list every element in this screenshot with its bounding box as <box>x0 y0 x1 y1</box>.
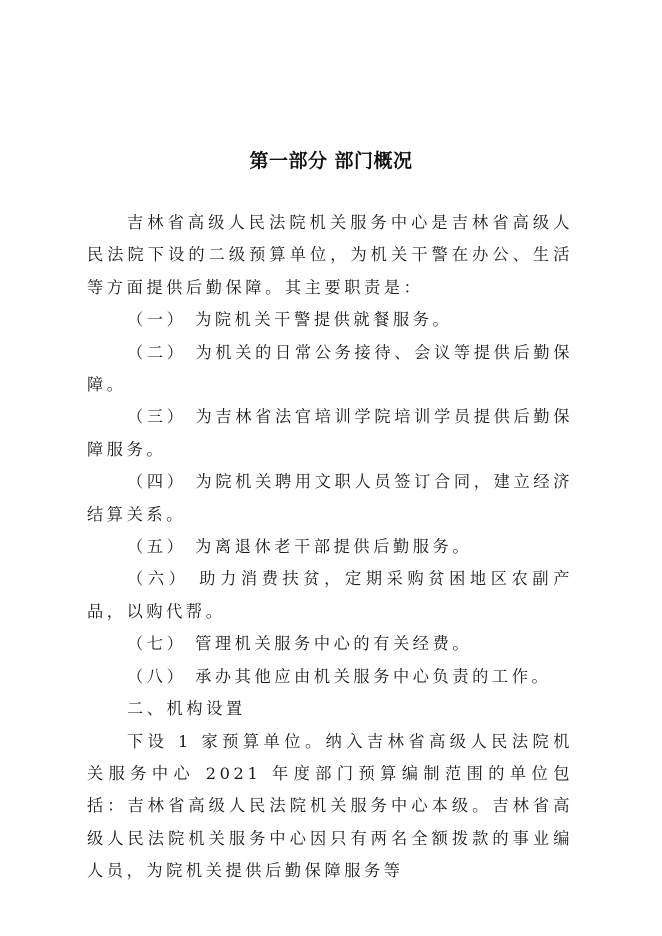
duty-item-1: （一） 为院机关干警提供就餐服务。 <box>127 310 453 330</box>
duty-item-2: （二） 为机关的日常公务接待、会议等提供后勤保障。 <box>87 342 573 395</box>
duty-item-4: （四） 为院机关聘用文职人员签订合同，建立经济结算关系。 <box>87 472 573 524</box>
section-heading-org-structure: 二、机构设置 <box>127 699 246 719</box>
duty-item-6: （六） 助力消费扶贫，定期采购贫困地区农副产品，以购代帮。 <box>87 569 573 621</box>
duty-item-3: （三） 为吉林省法官培训学院培训学员提供后勤保障服务。 <box>87 407 573 459</box>
duty-item-5: （五） 为离退休老干部提供后勤服务。 <box>127 537 473 557</box>
document-body <box>87 207 573 888</box>
duty-item-8: （八） 承办其他应由机关服务中心负责的工作。 <box>127 666 552 686</box>
intro-paragraph: 吉林省高级人民法院机关服务中心是吉林省高级人民法院下设的二级预算单位，为机关干警在办公、生活等方面提供后勤保障。其主要职责是： <box>87 213 573 297</box>
org-structure-paragraph: 下设 1 家预算单位。纳入吉林省高级人民法院机关服务中心 2021 年度部门预算编制范围的单位包括：吉林省高级人民法院机关服务中心本级。吉林省高级人民法院机关服务中心因只有两名全额拨款的事业编人员，为院机关提供后勤保障服务等 <box>87 731 573 881</box>
page-title: 第一部分 部门概况 <box>249 150 413 172</box>
duty-item-7: （七） 管理机关服务中心的有关经费。 <box>127 634 473 654</box>
